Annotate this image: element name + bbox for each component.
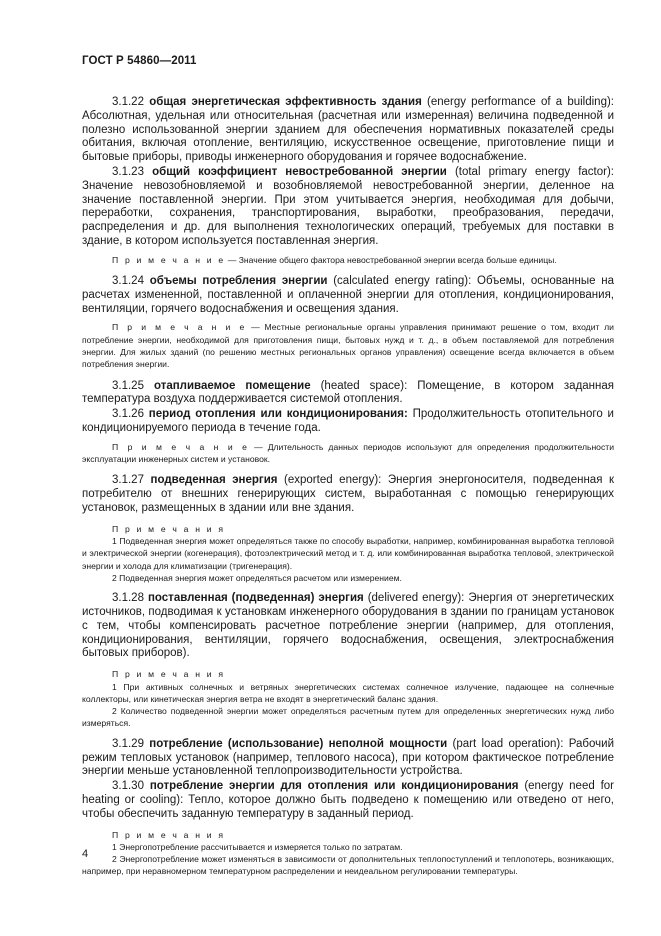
note-item: 1 Подведенная энергия может определяться также по способу выработки, например, комбинированная выработка тепловой и электрической энергии (когенерация), фотоэлектрический метод и т. д. или комбинированная выработка тепловой, электрической энергии и холода для климатизации (тригенерация). <box>82 536 614 571</box>
note-label: П р и м е ч а н и е <box>112 441 250 452</box>
entry-number: 3.1.29 <box>112 737 144 750</box>
notes-heading: П р и м е ч а н и я <box>112 523 226 534</box>
notes-heading: П р и м е ч а н и я <box>112 829 226 840</box>
note-text: — Местные региональные органы управления принимают решение о том, входит ли потребление энергии, необходимой для приготовления пищи, бытовых нужд и т. д., в объем поставляемой для потребления энергии. Для жилых зданий (по решению местных региональных органов управления) освещение всегда включается в объем потребления энергии. <box>82 322 614 370</box>
note-item: 2 Количество подведенной энергии может определяться расчетным путем для определенных энергетических нужд либо измеряться. <box>82 706 614 729</box>
note <box>82 321 614 370</box>
entry-term: поставленная (подведенная) энергия <box>147 592 364 605</box>
entry-definition: (total primary energy factor): Значение невозобновляемой и возобновляемой невостребованной энергии, деленное на значение поставленной энергии. При этом учитывается энергия, необходимая для добычи, переработки, сохранения, транспортирования, выработки, преобразования, передачи, распределения и др. для выполнения технологических операций, требуемых для поставки в здание, в котором используется поставленная энергия. <box>82 165 614 247</box>
entry-term: подведенная энергия <box>150 474 278 487</box>
entry-term: общий коэффициент невостребованной энергии <box>152 165 447 178</box>
document-body <box>82 96 614 878</box>
entry-3-1-27 <box>82 474 614 515</box>
entry-definition: Продолжительность отопительного и кондиционируемого периода в течение года. <box>82 408 614 435</box>
note-text: — Значение общего фактора невостребованной энергии всегда больше единицы. <box>225 254 557 265</box>
notes-heading: П р и м е ч а н и я <box>112 669 226 680</box>
entry-number: 3.1.28 <box>112 592 144 605</box>
entry-number: 3.1.25 <box>112 379 144 392</box>
note-text: — Длительность данных периодов используют для определения продолжительности эксплуатации инженерных систем и установок. <box>82 441 614 465</box>
note-item: 1 При активных солнечных и ветряных энергетических системах солнечное излучение, падающее на солнечные коллекторы, или кинетическая энергия ветра не входят в энергетический баланс здания. <box>82 681 614 704</box>
entry-number: 3.1.24 <box>112 275 144 288</box>
entry-3-1-30 <box>82 780 614 821</box>
entry-term: объемы потребления энергии <box>149 275 328 288</box>
entry-definition: (energy performance of a building): Абсолютная, удельная или относительная (расчетная или измеренная) величина подведенной и полезно использованной энергии зданием для обеспечения нормативных показателей среды обитания, включая отопление, вентиляцию, искусственное освещение, приготовление пищи и бытовые приборы, приводы инженерного оборудования и горячее водоснабжение. <box>82 96 614 164</box>
entry-definition: (energy need for heating or cooling): Тепло, которое должно быть подведено к помещению или отведено от него, чтобы обеспечить заданную температуру в заданный период. <box>82 780 614 820</box>
note <box>82 254 614 266</box>
entry-term: период отопления или кондиционирования: <box>148 408 408 421</box>
entry-3-1-29 <box>82 738 614 779</box>
note-item: 2 Энергопотребление может изменяться в зависимости от дополнительных теплопоступлений и теплопотерь, возникающих, например, при неравномерном температурном распределении и неидеальном регулировании температуры. <box>82 854 614 877</box>
note <box>82 441 614 466</box>
entry-number: 3.1.26 <box>112 408 144 421</box>
entry-number: 3.1.27 <box>112 474 144 487</box>
entry-term: потребление энергии для отопления или кондиционирования <box>149 780 519 793</box>
entry-3-1-25 <box>82 380 614 408</box>
entry-3-1-22 <box>82 96 614 165</box>
entry-definition: (exported energy): Энергия энергоносителя, подведенная к потребителю от внешних генерирующих систем, выработанная с помощью генерирующих установок, размещенных в здании или вне здания. <box>82 474 614 515</box>
entry-term: потребление (использование) неполной мощности <box>149 737 448 750</box>
note-item: 1 Энергопотребление рассчитывается и измеряется только по затратам. <box>112 841 403 852</box>
entry-term: отапливаемое помещение <box>153 379 311 392</box>
entry-term: общая энергетическая эффективность здания <box>149 96 422 108</box>
entry-definition: (heated space): Помещение, в котором заданная температура воздуха поддерживается системой отопления. <box>82 379 614 406</box>
note-item: 2 Подведенная энергия может определяться расчетом или измерением. <box>112 573 402 583</box>
document-header: ГОСТ Р 54860—2011 <box>82 55 197 67</box>
entry-number: 3.1.23 <box>112 165 144 178</box>
entry-number: 3.1.22 <box>112 96 144 108</box>
page-number: 4 <box>82 848 89 860</box>
entry-3-1-23 <box>82 166 614 249</box>
entry-definition: (part load operation): Рабочий режим тепловых установок (например, теплового насоса), при котором фактическое потребление энергии меньше установленной теплопроизводительности устройства. <box>82 737 614 778</box>
entry-3-1-26 <box>82 408 614 436</box>
entry-number: 3.1.30 <box>112 780 144 793</box>
entry-definition: (calculated energy rating): Объемы, основанные на расчетах измененной, поставленной и оплаченной энергии для отопления, кондиционирования, вентиляции, горячего водоснабжения и освещения здания. <box>82 275 614 315</box>
entry-definition: (delivered energy): Энергия от энергетических источников, подводимая к установкам инженерного оборудования в здании по границам установок с тем, чтобы компенсировать расчетное потребление энергии (например, для отопления, кондиционирования, вентиляции, горячего водоснабжения, освещения, электроснабжения бытовых приборов). <box>82 592 614 660</box>
note-label: П р и м е ч а н и е <box>112 254 226 265</box>
note-label: П р и м е ч а н и е <box>112 322 247 333</box>
entry-3-1-28 <box>82 592 614 661</box>
entry-3-1-24 <box>82 275 614 316</box>
